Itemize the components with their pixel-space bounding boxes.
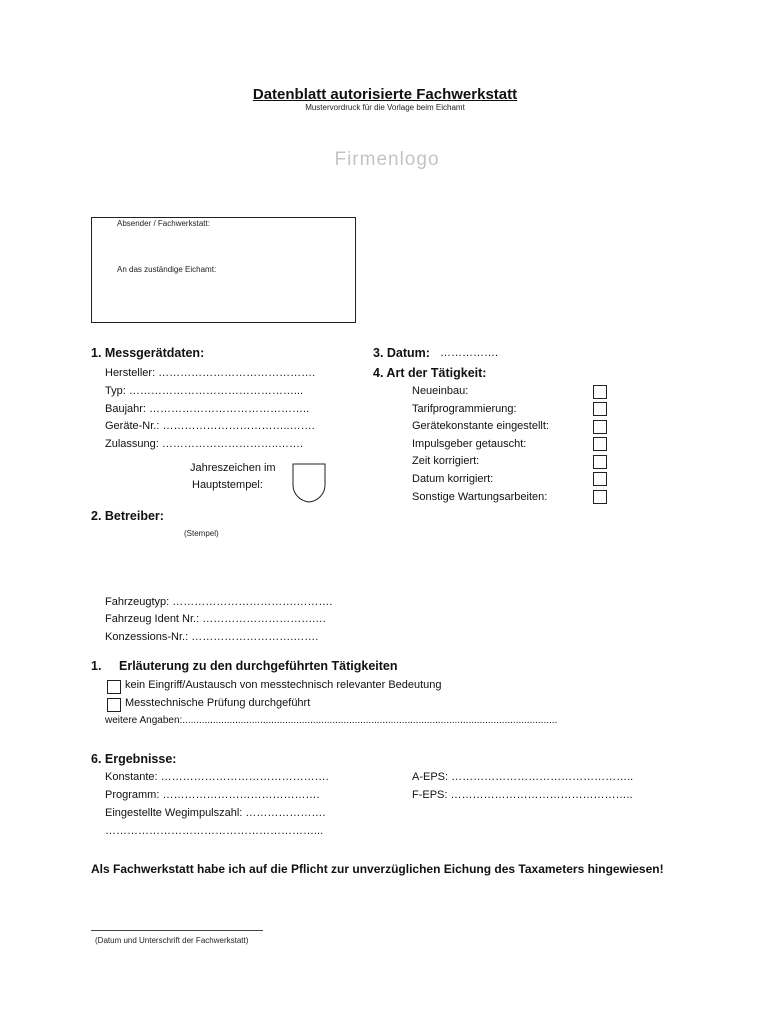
section-2-heading: 2. Betreiber: [91,509,164,523]
field-baujahr: Baujahr: …………………………………….. [105,403,310,415]
company-logo-placeholder: Firmenlogo [334,149,440,170]
field-wegimpulszahl: Eingestellte Wegimpulszahl: …………………. [105,807,326,819]
section-4-heading: 4. Art der Tätigkeit: [373,366,487,380]
field-typ: Typ: ………………………………………... [105,385,304,397]
checkbox-sonstige[interactable] [593,490,607,504]
section-3-heading: 3. Datum: [373,346,430,360]
activity-label-tarifprogrammierung: Tarifprogrammierung: [412,403,517,415]
checkbox-impulsgeber[interactable] [593,437,607,451]
document-subtitle: Mustervordruck für die Vorlage beim Eichamt [305,103,465,112]
field-konstante: Konstante: ………………………………………. [105,771,329,783]
section-5-number: 1. [91,659,102,673]
datum-value: ……………. [440,347,499,359]
calibration-notice: Als Fachwerkstatt habe ich auf die Pflicht zur unverzüglichen Eichung des Taxameters hingewiesen! [91,862,664,876]
stamp-label-line2: Hauptstempel: [192,479,263,491]
activity-label-datum: Datum korrigiert: [412,473,494,485]
option-messtechnische-pruefung: Messtechnische Prüfung durchgeführt [125,697,311,709]
checkbox-messtechnische-pruefung[interactable] [107,698,121,712]
field-geraete-nr: Geräte-Nr.: ……………………………..……. [105,420,315,432]
checkbox-geraetekonstante[interactable] [593,420,607,434]
field-konzessions-nr: Konzessions-Nr.: ……………………….……. [105,631,319,643]
stamp-note: (Stempel) [184,529,219,538]
section-5-heading: Erläuterung zu den durchgeführten Tätigkeiten [119,659,398,673]
section-1-heading: 1. Messgerätdaten: [91,346,205,360]
field-programm: Programm: ……………………………………. [105,789,320,801]
field-a-eps: A-EPS: ………………………………………….. [412,771,634,783]
field-wegimpulszahl-line: …………………………………………………... [105,825,324,837]
field-hersteller: Hersteller: ……………………………………. [105,367,316,379]
signature-line [91,930,263,931]
activity-label-sonstige: Sonstige Wartungsarbeiten: [412,491,548,503]
field-fahrzeugtyp: Fahrzeugtyp: …………………………….………. [105,596,333,608]
activity-label-zeit: Zeit korrigiert: [412,455,480,467]
option-kein-eingriff: kein Eingriff/Austausch von messtechnisch relevanter Bedeutung [125,679,442,691]
activity-label-geraetekonstante: Gerätekonstante eingestellt: [412,420,549,432]
checkbox-zeit[interactable] [593,455,607,469]
activity-label-neueinbau: Neueinbau: [412,385,469,397]
field-fahrzeug-ident: Fahrzeug Ident Nr.: ………………………….… [105,613,327,625]
field-f-eps: F-EPS: ………………………………………….. [412,789,633,801]
activity-label-impulsgeber: Impulsgeber getauscht: [412,438,527,450]
shield-stamp-icon [292,463,326,503]
weitere-angaben: weitere Angaben:....................................................................................................................................... [105,715,558,726]
field-zulassung: Zulassung: …………………………..……. [105,438,304,450]
checkbox-neueinbau[interactable] [593,385,607,399]
section-6-heading: 6. Ergebnisse: [91,752,177,766]
document-title: Datenblatt autorisierte Fachwerkstatt [252,86,518,103]
checkbox-datum[interactable] [593,472,607,486]
stamp-label-line1: Jahreszeichen im [190,462,276,474]
checkbox-kein-eingriff[interactable] [107,680,121,694]
checkbox-tarifprogrammierung[interactable] [593,402,607,416]
sender-label: Absender / Fachwerkstatt: [117,219,210,228]
recipient-label: An das zuständige Eichamt: [117,265,217,274]
signature-caption: (Datum und Unterschrift der Fachwerkstatt) [95,936,249,945]
